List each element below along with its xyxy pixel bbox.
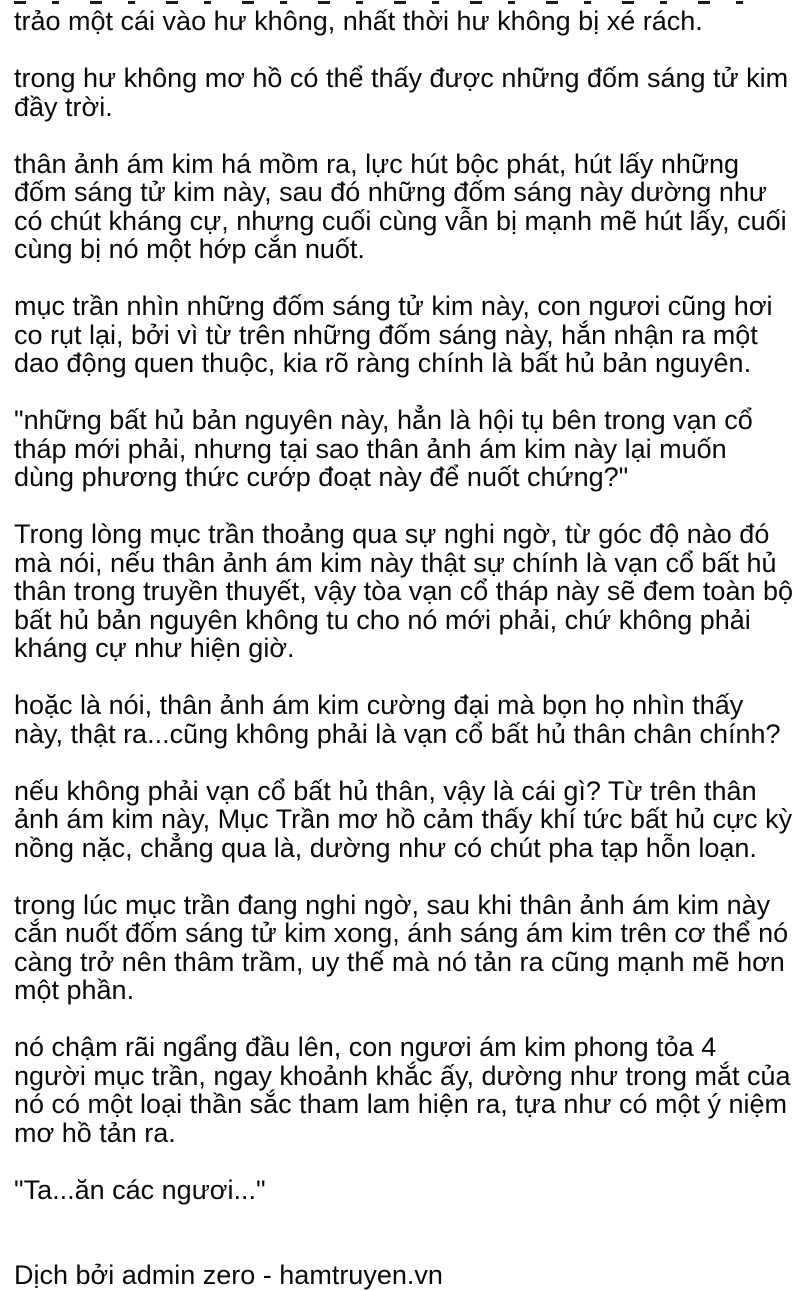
- story-paragraph: trong hư không mơ hồ có thể thấy được những đốm sáng tử kim đầy trời.: [14, 63, 789, 122]
- story-paragraph: trảo một cái vào hư không, nhất thời hư không bị xé rách.: [14, 6, 703, 36]
- novel-reader-page: [0, 1, 800, 1290]
- story-paragraph: thân ảnh ám kim há mồm ra, lực hút bộc phát, hút lấy những đốm sáng tử kim này, sau đó những đốm sáng này dường như có chút kháng cự, nhưng cuối cùng vẫn bị mạnh mẽ hút lấy, cuối cùng bị nó một hớp cắn nuốt.: [14, 148, 787, 264]
- story-paragraph: trong lúc mục trần đang nghi ngờ, sau khi thân ảnh ám kim này cắn nuốt đốm sáng tử kim xong, ánh sáng ám kim trên cơ thể nó càng trở nên thâm trầm, uy thế mà nó tản ra cũng mạnh mẽ hơn một phần.: [14, 889, 789, 1005]
- story-paragraph: Trong lòng mục trần thoảng qua sự nghi ngờ, từ góc độ nào đó mà nói, nếu thân ảnh ám kim này thật sự chính là vạn cổ bất hủ thân trong truyền thuyết, vậy tòa vạn cổ tháp này sẽ đem toàn bộ bất hủ bản nguyên không tu cho nó mới phải, chứ không phải kháng cự như hiện giờ.: [14, 519, 794, 663]
- story-paragraph-quote: "những bất hủ bản nguyên này, hẳn là hội tụ bên trong vạn cổ tháp mới phải, nhưng tại sao thân ảnh ám kim này lại muốn dùng phương thức cướp đoạt này để nuốt chứng?": [14, 405, 753, 492]
- story-paragraph: nó chậm rãi ngẩng đầu lên, con ngươi ám kim phong tỏa 4 người mục trần, ngay khoảnh khắc ấy, dường như trong mắt của nó có một loại thần sắc tham lam hiện ra, tựa như có một ý niệm mơ hồ tản ra.: [14, 1032, 791, 1148]
- story-paragraph: hoặc là nói, thân ảnh ám kim cường đại mà bọn họ nhìn thấy này, thật ra...cũng không phải là vạn cổ bất hủ thân chân chính?: [14, 690, 781, 749]
- cropped-previous-line-fragment: [14, 1, 772, 4]
- translator-credit: Dịch bởi admin zero - hamtruyen.vn: [14, 1260, 443, 1290]
- story-paragraph: mục trần nhìn những đốm sáng tử kim này, con ngươi cũng hơi co rụt lại, bởi vì từ trên những đốm sáng này, hắn nhận ra một dao động quen thuộc, kia rõ ràng chính là bất hủ bản nguyên.: [14, 291, 773, 378]
- story-paragraph: nếu không phải vạn cổ bất hủ thân, vậy là cái gì? Từ trên thân ảnh ám kim này, Mục Trần mơ hồ cảm thấy khí tức bất hủ cực kỳ nồng nặc, chẳng qua là, dường như có chút pha tạp hỗn loạn.: [14, 775, 793, 863]
- story-paragraph-quote: "Ta...ăn các ngươi...": [14, 1174, 266, 1205]
